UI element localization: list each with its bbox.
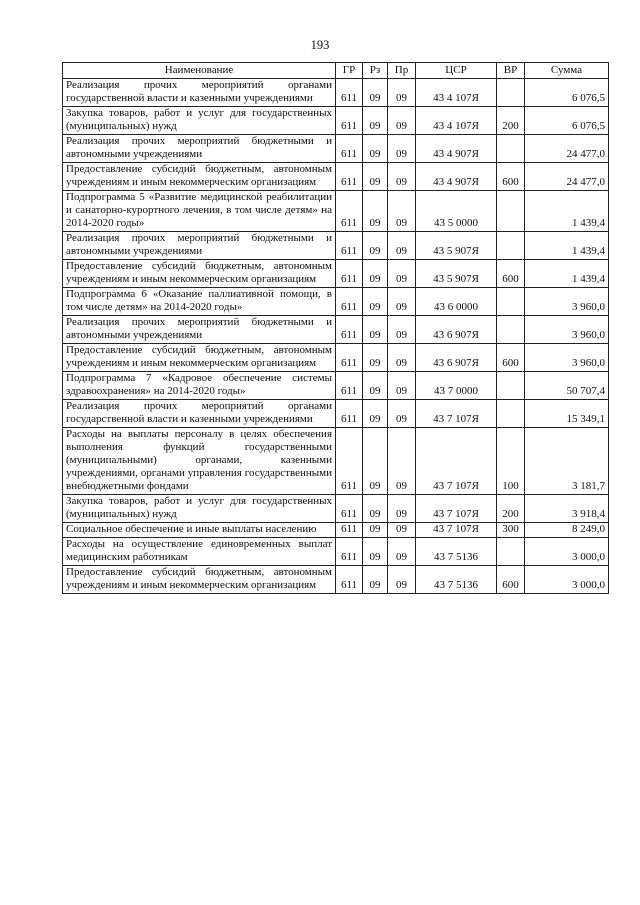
- cell-gr: 611: [336, 566, 363, 594]
- cell-gr: 611: [336, 135, 363, 163]
- table-row: [63, 538, 609, 566]
- cell-vr: 200: [497, 107, 525, 135]
- table-row: [63, 495, 609, 523]
- cell-vr: [497, 79, 525, 107]
- cell-rz: 09: [363, 191, 388, 232]
- cell-rz: 09: [363, 428, 388, 495]
- page-number: 193: [310, 38, 330, 52]
- cell-sum: 3 000,0: [525, 538, 609, 566]
- cell-vr: [497, 400, 525, 428]
- cell-name: Предоставление субсидий бюджетным, автономным учреждениям и иным некоммерческим организациям: [63, 163, 336, 191]
- cell-name: Расходы на осуществление единовременных выплат медицинским работникам: [63, 538, 336, 566]
- cell-gr: 611: [336, 232, 363, 260]
- cell-name: Реализация прочих мероприятий бюджетными и автономными учреждениями: [63, 232, 336, 260]
- cell-vr: [497, 372, 525, 400]
- cell-sum: 24 477,0: [525, 163, 609, 191]
- cell-pr: 09: [388, 372, 416, 400]
- cell-vr: 600: [497, 344, 525, 372]
- cell-pr: 09: [388, 288, 416, 316]
- table-row: [63, 372, 609, 400]
- cell-csr: 43 6 0000: [416, 288, 497, 316]
- cell-rz: 09: [363, 79, 388, 107]
- cell-csr: 43 7 107Я: [416, 400, 497, 428]
- cell-name: Реализация прочих мероприятий бюджетными и автономными учреждениями: [63, 316, 336, 344]
- cell-pr: 09: [388, 566, 416, 594]
- cell-rz: 09: [363, 288, 388, 316]
- cell-csr: 43 7 5136: [416, 566, 497, 594]
- table-row: [63, 163, 609, 191]
- cell-rz: 09: [363, 538, 388, 566]
- cell-gr: 611: [336, 495, 363, 523]
- cell-name: Подпрограмма 6 «Оказание паллиативной помощи, в том числе детям» на 2014-2020 годы»: [63, 288, 336, 316]
- cell-rz: 09: [363, 400, 388, 428]
- cell-name: Предоставление субсидий бюджетным, автономным учреждениям и иным некоммерческим организациям: [63, 566, 336, 594]
- cell-pr: 09: [388, 495, 416, 523]
- table-row: [63, 566, 609, 594]
- cell-vr: [497, 232, 525, 260]
- cell-pr: 09: [388, 260, 416, 288]
- cell-name: Подпрограмма 7 «Кадровое обеспечение системы здравоохранения» на 2014-2020 годы»: [63, 372, 336, 400]
- cell-vr: [497, 316, 525, 344]
- cell-sum: 15 349,1: [525, 400, 609, 428]
- cell-pr: 09: [388, 538, 416, 566]
- cell-gr: 611: [336, 523, 363, 538]
- cell-name: Предоставление субсидий бюджетным, автономным учреждениям и иным некоммерческим организациям: [63, 260, 336, 288]
- cell-rz: 09: [363, 566, 388, 594]
- cell-sum: 1 439,4: [525, 260, 609, 288]
- cell-csr: 43 5 0000: [416, 191, 497, 232]
- table-header-row: [63, 63, 609, 79]
- cell-csr: 43 4 107Я: [416, 107, 497, 135]
- table-row: [63, 428, 609, 495]
- cell-csr: 43 7 107Я: [416, 523, 497, 538]
- cell-gr: 611: [336, 288, 363, 316]
- cell-vr: 100: [497, 428, 525, 495]
- cell-csr: 43 4 907Я: [416, 163, 497, 191]
- cell-rz: 09: [363, 163, 388, 191]
- cell-csr: 43 6 907Я: [416, 316, 497, 344]
- cell-rz: 09: [363, 135, 388, 163]
- cell-pr: 09: [388, 316, 416, 344]
- table-row: [63, 191, 609, 232]
- cell-gr: 611: [336, 428, 363, 495]
- header-gr: ГР: [336, 63, 363, 79]
- cell-gr: 611: [336, 79, 363, 107]
- table-row: [63, 523, 609, 538]
- header-vr: ВР: [497, 63, 525, 79]
- cell-gr: 611: [336, 107, 363, 135]
- cell-vr: [497, 538, 525, 566]
- header-pr: Пр: [388, 63, 416, 79]
- cell-rz: 09: [363, 372, 388, 400]
- table-row: [63, 288, 609, 316]
- table-body: [63, 79, 609, 594]
- cell-pr: 09: [388, 191, 416, 232]
- cell-rz: 09: [363, 344, 388, 372]
- cell-pr: 09: [388, 135, 416, 163]
- cell-sum: 6 076,5: [525, 79, 609, 107]
- cell-pr: 09: [388, 400, 416, 428]
- cell-name: Закупка товаров, работ и услуг для государственных (муниципальных) нужд: [63, 107, 336, 135]
- cell-vr: [497, 191, 525, 232]
- cell-vr: [497, 288, 525, 316]
- cell-rz: 09: [363, 495, 388, 523]
- cell-name: Реализация прочих мероприятий бюджетными и автономными учреждениями: [63, 135, 336, 163]
- header-rz: Рз: [363, 63, 388, 79]
- cell-csr: 43 5 907Я: [416, 232, 497, 260]
- cell-pr: 09: [388, 79, 416, 107]
- table-row: [63, 400, 609, 428]
- header-sum: Сумма: [525, 63, 609, 79]
- cell-gr: 611: [336, 316, 363, 344]
- cell-sum: 3 960,0: [525, 288, 609, 316]
- cell-rz: 09: [363, 523, 388, 538]
- cell-rz: 09: [363, 316, 388, 344]
- cell-vr: [497, 135, 525, 163]
- table-row: [63, 135, 609, 163]
- header-name: Наименование: [63, 63, 336, 79]
- cell-sum: 8 249,0: [525, 523, 609, 538]
- cell-rz: 09: [363, 107, 388, 135]
- cell-name: Реализация прочих мероприятий органами государственной власти и казенными учреждениями: [63, 400, 336, 428]
- table-row: [63, 344, 609, 372]
- cell-gr: 611: [336, 344, 363, 372]
- cell-csr: 43 6 907Я: [416, 344, 497, 372]
- cell-csr: 43 7 107Я: [416, 495, 497, 523]
- cell-csr: 43 7 0000: [416, 372, 497, 400]
- cell-pr: 09: [388, 344, 416, 372]
- cell-sum: 3 960,0: [525, 316, 609, 344]
- cell-vr: 200: [497, 495, 525, 523]
- cell-sum: 3 181,7: [525, 428, 609, 495]
- cell-pr: 09: [388, 428, 416, 495]
- cell-rz: 09: [363, 260, 388, 288]
- cell-gr: 611: [336, 400, 363, 428]
- cell-csr: 43 5 907Я: [416, 260, 497, 288]
- cell-csr: 43 7 5136: [416, 538, 497, 566]
- cell-csr: 43 4 907Я: [416, 135, 497, 163]
- cell-pr: 09: [388, 107, 416, 135]
- cell-name: Подпрограмма 5 «Развитие медицинской реабилитации и санаторно-курортного лечения, в том числе детям» на 2014-2020 годы»: [63, 191, 336, 232]
- cell-gr: 611: [336, 163, 363, 191]
- cell-sum: 24 477,0: [525, 135, 609, 163]
- cell-name: Реализация прочих мероприятий органами государственной власти и казенными учреждениями: [63, 79, 336, 107]
- header-csr: ЦСР: [416, 63, 497, 79]
- cell-sum: 3 918,4: [525, 495, 609, 523]
- cell-pr: 09: [388, 232, 416, 260]
- table-row: [63, 260, 609, 288]
- cell-name: Расходы на выплаты персоналу в целях обеспечения выполнения функций государственными (муниципальными) органами, казенными учреждениями, органами управления государственными внебюджетными фондами: [63, 428, 336, 495]
- budget-table: [62, 62, 609, 594]
- cell-name: Предоставление субсидий бюджетным, автономным учреждениям и иным некоммерческим организациям: [63, 344, 336, 372]
- cell-gr: 611: [336, 260, 363, 288]
- cell-pr: 09: [388, 523, 416, 538]
- table-row: [63, 232, 609, 260]
- cell-pr: 09: [388, 163, 416, 191]
- cell-vr: 600: [497, 566, 525, 594]
- cell-gr: 611: [336, 372, 363, 400]
- cell-sum: 3 000,0: [525, 566, 609, 594]
- cell-sum: 6 076,5: [525, 107, 609, 135]
- cell-sum: 3 960,0: [525, 344, 609, 372]
- cell-sum: 1 439,4: [525, 191, 609, 232]
- table-row: [63, 107, 609, 135]
- cell-name: Социальное обеспечение и иные выплаты населению: [63, 523, 336, 538]
- table-row: [63, 79, 609, 107]
- cell-sum: 50 707,4: [525, 372, 609, 400]
- cell-vr: 300: [497, 523, 525, 538]
- cell-gr: 611: [336, 191, 363, 232]
- cell-csr: 43 7 107Я: [416, 428, 497, 495]
- cell-vr: 600: [497, 260, 525, 288]
- cell-rz: 09: [363, 232, 388, 260]
- cell-sum: 1 439,4: [525, 232, 609, 260]
- table-row: [63, 316, 609, 344]
- cell-vr: 600: [497, 163, 525, 191]
- cell-csr: 43 4 107Я: [416, 79, 497, 107]
- cell-gr: 611: [336, 538, 363, 566]
- cell-name: Закупка товаров, работ и услуг для государственных (муниципальных) нужд: [63, 495, 336, 523]
